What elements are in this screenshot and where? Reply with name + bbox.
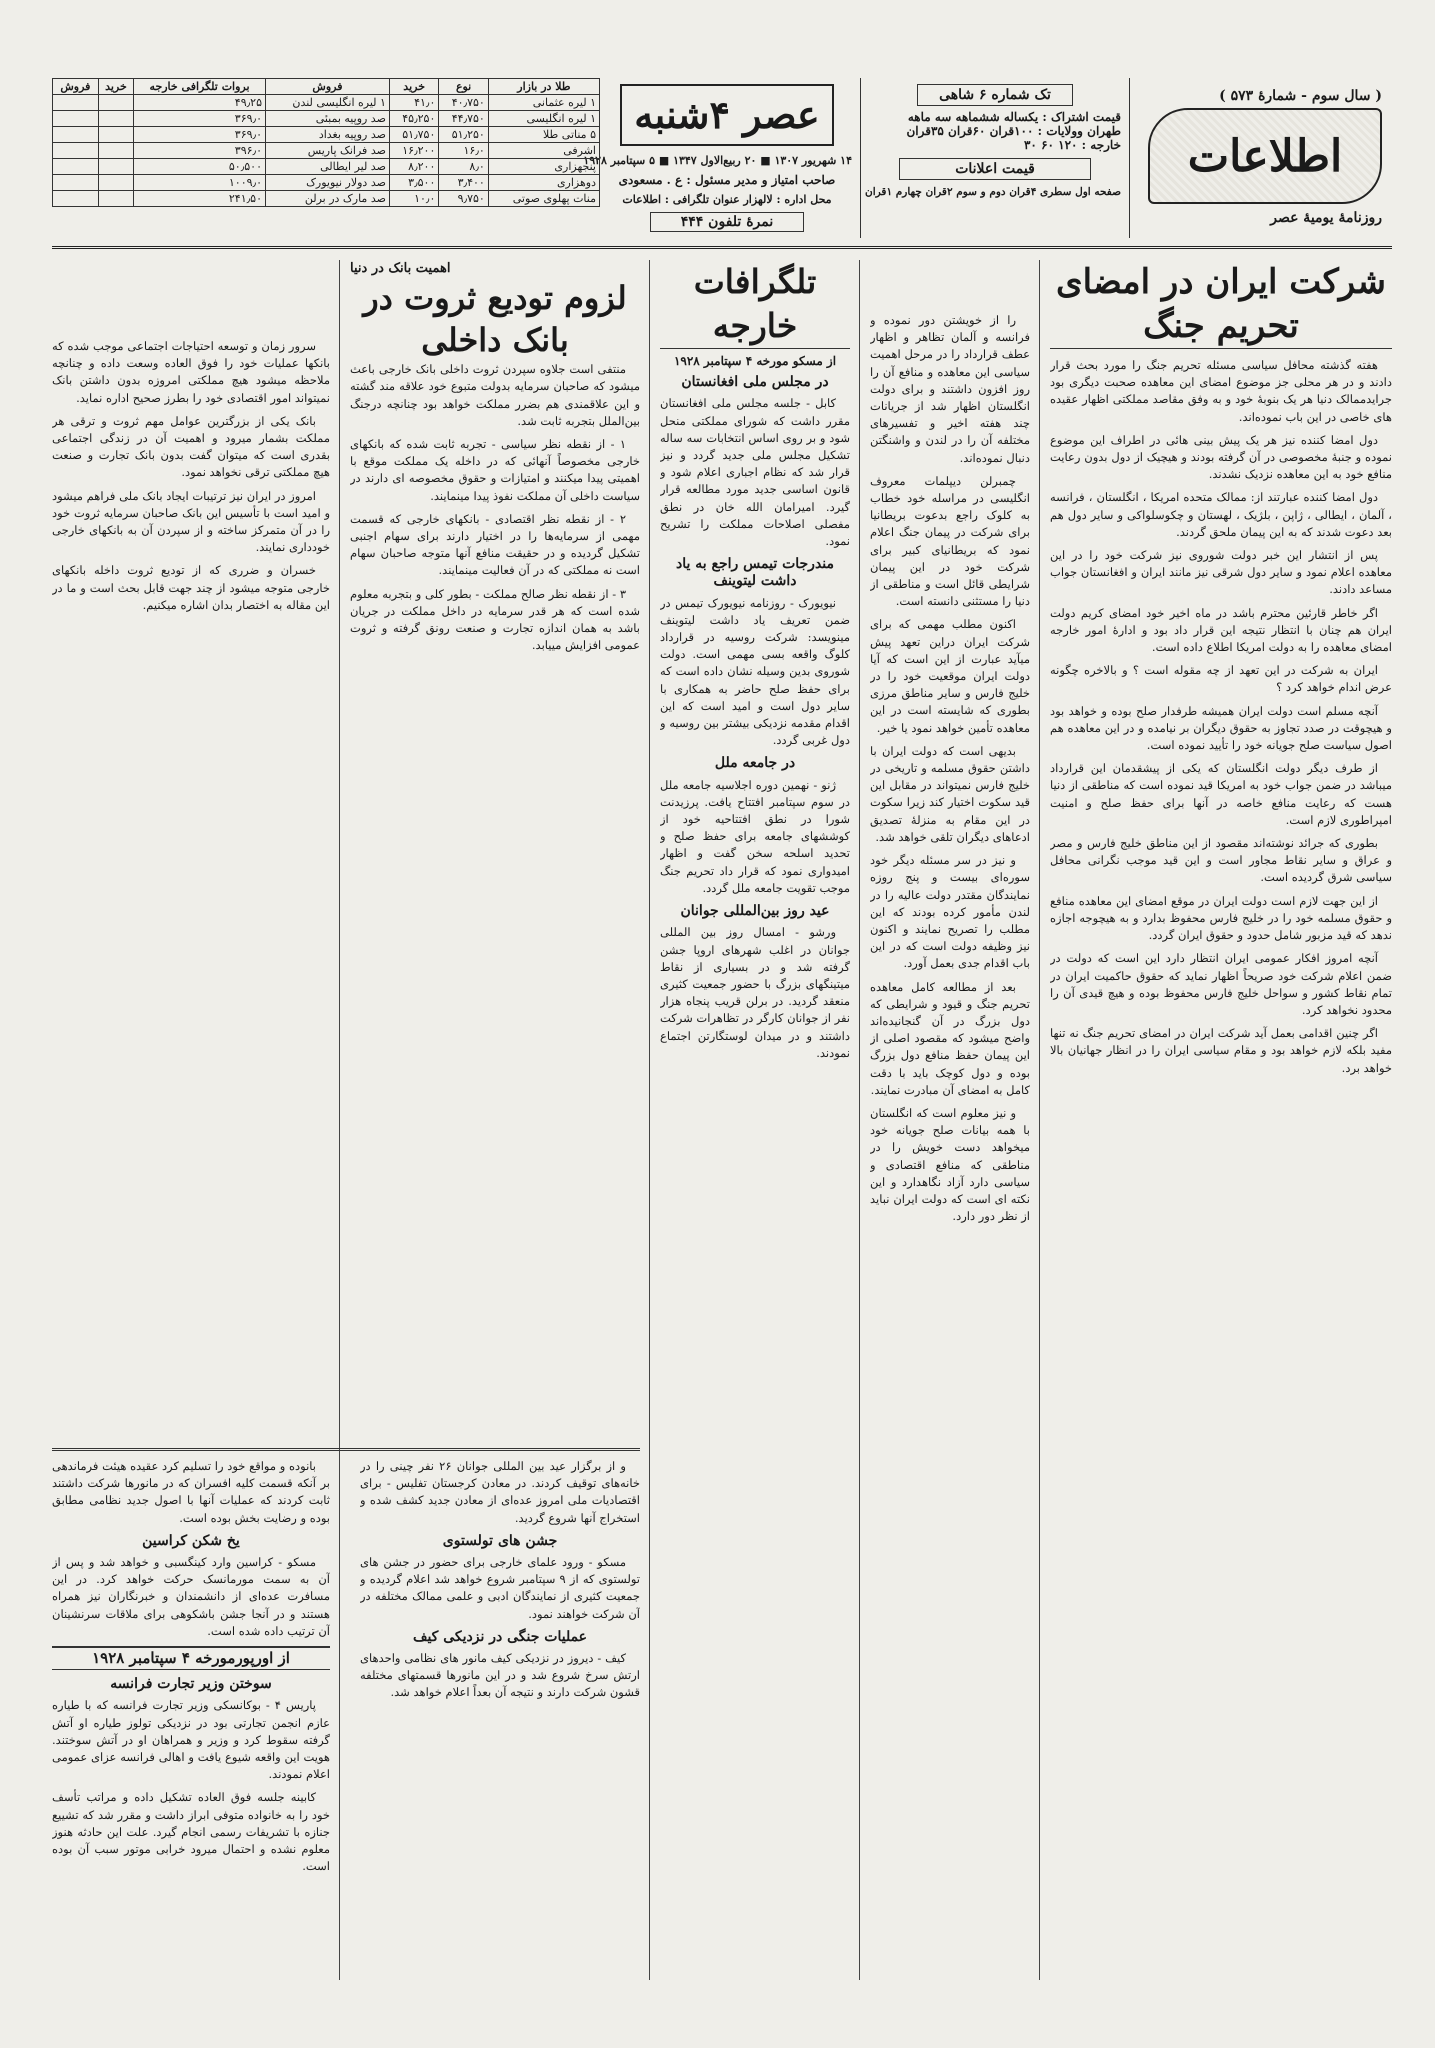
kicker-bank: اهمیت بانک در دنیا — [350, 261, 451, 276]
rates-cell-empty — [98, 127, 133, 143]
rates-cell: ۳٫۵۰۰ — [389, 175, 438, 191]
rates-header: بروات تلگرافی خارجه — [134, 79, 266, 95]
paragraph: هفته گذشته محافل سیاسی مسئله تحریم جنگ را مورد بحث قرار دادند و در هر محلی جز موضوع امضای این معاهده صحبت دیگری بود جرایدممالک دنیا هر یک بنوبهٔ خود و به وفق مقاصد مملکتی اظهار عقیده های خاصی در این باب نموده‌اند. — [1050, 358, 1392, 424]
paragraph: آنچه مسلم است دولت ایران همیشه طرفدار صلح بوده و خواهد بود و هیچوقت در صدد تجاوز به حقوق دیگران بر نیامده و در این معاهده هم اصول سیاست صلح جویانه خود را تأیید نموده است. — [1050, 703, 1392, 753]
rates-header: خرید — [98, 79, 133, 95]
single-copy-price: تک شماره ۶ شاهی — [917, 84, 1073, 106]
newspaper-logo: اطلاعات — [1148, 108, 1382, 204]
rates-table — [52, 78, 600, 207]
rates-header: فروش — [53, 79, 99, 95]
paragraph: ورشو - امسال روز بین المللی جوانان در اغلب شهرهای اروپا جشن گرفته شد و در بسیاری از نقاط میتینگهای بزرگ با حضور جمعیت کثیری منعقد گردید. در برلن قریب پنجاه هزار نفر از جوانان کارگر در تظاهرات شرکت داشتند و در میدان لوستگارتن اجتماع نمودند. — [660, 925, 850, 1060]
article-body — [350, 361, 640, 654]
rates-cell: ۴۰٫۷۵۰ — [439, 95, 488, 111]
rates-row — [53, 111, 600, 127]
rates-row — [53, 143, 600, 159]
subscription-abroad: خارجه : ۱۲۰ ۶۰ ۳۰ — [1023, 138, 1121, 152]
paragraph: و از برگزار عید بین المللی جوانان ۲۶ نفر چینی را در خانه‌های توقیف کردند. در معادن کرجستان تفلیس - برای اقتصادیات ملی امروز عده‌ای از معادن جدید کشف شده و استخراج آنها شروع گردید. — [360, 1459, 640, 1525]
newspaper-page — [52, 78, 1392, 1988]
rates-row — [53, 95, 600, 111]
exchange-rates — [52, 78, 600, 238]
rates-cell: ۵۱٫۷۵۰ — [389, 127, 438, 143]
rates-header: نوع — [439, 79, 488, 95]
rates-cell: ۵۰٫۵۰۰ — [134, 159, 266, 175]
rates-cell: ۳٫۴۰۰ — [439, 175, 488, 191]
paragraph: ۲ - از نقطه نظر اقتصادی - بانکهای خارجی که قسمت مهمی از سرمایه‌ها را در اختیار دارند برای سهام اجنبی تشکیل گردیده و در حقیقت منافع آنها متوجه صاحبان سهام است نه مملکتی که در آن فعالیت مینمایند. — [350, 511, 640, 578]
paragraph: کیف - دیروز در نزدیکی کیف مانور های نظامی واحدهای ارتش سرخ شروع شد و در این مانورها قسمتهای مختلفه قشون شرکت دارند و نتیجه آن بعداً اعلام خواهد شد. — [360, 1651, 640, 1700]
paragraph: اگر خاطر قارئین محترم باشد در ماه اخیر خود امضای کریم دولت ایران هم چنان با انتظار نتیجه این قرار داد بود و ادارهٔ امور خارجه امضای معاهده را به دولت امریکا اطلاع داده است. — [1050, 605, 1392, 655]
column-rule — [1039, 260, 1040, 1980]
edition-label: ( سال سوم - شمارهٔ ۵۷۳ ) — [1219, 88, 1382, 104]
paragraph: ایران به شرکت در این تعهد از چه مقوله است ؟ و بالاخره چگونه عرض اندام خواهد کرد ؟ — [1050, 663, 1392, 695]
rates-cell-empty — [53, 159, 99, 175]
rates-row — [53, 159, 600, 175]
article-iran-war-ban — [1050, 260, 1392, 1980]
rates-cell: ۱۶٫۰ — [439, 143, 488, 159]
article-news-briefs — [360, 1458, 640, 1978]
rates-cell: ۴۵٫۲۵۰ — [389, 111, 438, 127]
rates-cell-empty — [98, 159, 133, 175]
rates-cell-empty — [98, 191, 133, 207]
paragraph: ۱ - از نقطه نظر سیاسی - تجربه ثابت شده که بانکهای خارجی مخصوصاً آنهائی که در داخله یک مملکت موقع با اهمیتی پیدا میکنند و امتیازات و حقوق مخصوصه ای دارند در سیاست داخلی آن مملکت نفوذ پیدا مینمایند. — [350, 437, 640, 503]
phone-line: نمرهٔ تلفون ۴۴۴ — [650, 212, 804, 232]
headline-foreign-telegrams: تلگرافات خارجه — [660, 260, 850, 349]
rates-body — [53, 95, 600, 207]
rates-cell: ۳۶۹٫۰ — [134, 127, 266, 143]
rates-cell: ۱ لیره انگلیسی — [488, 111, 599, 127]
owner-line: صاحب امتیاز و مدیر مسئول : ع . مسعودی — [618, 173, 836, 187]
paragraph: و نیز در سر مسئله دیگر خود سوره‌ای بیست و پنج روزه نمایندگان مقتدر دولت عالیه را در لندن مأمور کرده بودند که این مطلب را تصریح نمایند و اکنون نیز وظیفه دولت است که در این باب اقدام جدی بعمل آورد. — [870, 853, 1030, 971]
rates-cell: صد دولار نیویورک — [266, 175, 390, 191]
rates-cell-empty — [53, 127, 99, 143]
rates-cell: ۱۰٫۰ — [389, 191, 438, 207]
subhead: مندرجات تیمس راجع به یاد داشت لیتوینف — [675, 556, 835, 590]
subhead: در مجلس ملی افغانستان — [681, 374, 829, 391]
paragraph: کابل - جلسه مجلس ملی افغانستان مقرر داشت که شورای مملکتی منحل شود و بر روی اساس انتخابات سه ساله تشکیل مجلس ملی جدید گردد و نیز قرار شد که نظام اجباری اعلام شود و قانون اساسی جدید مورد مطالعه قرار گیرد. امیرامان الله خان در نطق مفصلی اصلاحات مملکت را تشریح نمود. — [660, 396, 850, 549]
rates-cell-empty — [53, 111, 99, 127]
tagline: روزنامهٔ یومیهٔ عصر — [1270, 210, 1382, 226]
rates-row — [53, 175, 600, 191]
paragraph: را از خویشتن دور نموده و فرانسه و آلمان تظاهر و اظهار عطف قرارداد را در مرحل اهمیت سیاسی این معاهده و منافع آن را روز افزون داشتند و برای دولت انگلستان اظهار شد از جریانات چند هفته اخیر و تفسیرهای مختلفه آن را در لندن و واشنگتن دنبال نموده‌اند. — [870, 313, 1030, 465]
rates-cell-empty — [53, 175, 99, 191]
paragraph: ۳ - از نقطه نظر صالح مملکت - بطور کلی و بتجربه معلوم شده است که هر قدر سرمایه در داخل مملکت در جریان باشد به همان اندازه تجارت و صنعت رونق گرفته و ثروت عمومی افزایش مییابد. — [350, 586, 640, 653]
paragraph: پاریس ۴ - بوکانسکی وزیر تجارت فرانسه که با طیاره عازم انجمن تجارتی بود در نزدیکی تولوز طیاره او آتش گرفته سقوط کرد و وزیر و همراهان او در آتش سوختند. هویت این واقعه شیوع یافت و اهالی فرانسه عزای عمومی اعلام نمودند. — [52, 1698, 330, 1782]
paragraph: خسران و ضرری که از تودیع ثروت داخله بانکهای خارجی متوجه میشود از چند جهت قابل بحث است و ما در این مقاله به اختصار بدان اشاره میکنیم. — [52, 563, 330, 612]
rates-cell: ۴۹٫۲۵ — [134, 95, 266, 111]
subscription-heading: قیمت اشتراک : یکساله ششماهه سه ماهه — [907, 110, 1121, 124]
paragraph: مسکو - کراسین وارد کینگسبی و خواهد شد و پس از آن به سمت مورمانسک حرکت خواهد کرد. در این مسافرت عده‌ای از دانشمندان و خبرنگاران نیز همراه هستند و در آنجا جشن باشکوهی برای ملاقات سرنشینان آن ترتیب داده شده است. — [52, 1555, 330, 1638]
rates-cell: دوهزاری — [488, 175, 599, 191]
rates-cell: ۸٫۲۰۰ — [389, 159, 438, 175]
subhead: در جامعه ملل — [714, 755, 796, 772]
paragraph: امروز در ایران نیز ترتیبات ایجاد بانک ملی فراهم میشود و امید است با تأسیس این بانک صاحبان سرمایه ثروت خود را در آن متمرکز ساخته و از سپردن آن به بانکهای خارجی خودداری نمایند. — [52, 488, 330, 555]
rates-cell-empty — [53, 143, 99, 159]
subscription-tehran: طهران وولایات : ۱۰۰قران ۶۰قران ۳۵قران — [906, 124, 1121, 138]
paragraph: کابینه جلسه فوق العاده تشکیل داده و مراتب تأسف خود را به خانواده متوفی ابراز داشت و مقرر شد که تشییع جنازه با تشریفات رسمی انجام گیرد. علت این حادثه هنوز معلوم نشده و احتمال میرود خرابی موتور سبب آن بوده است. — [52, 1790, 330, 1874]
rates-header: فروش — [266, 79, 390, 95]
paragraph: بانوده و مواقع خود را تسلیم کرد عقیده هیئت فرماندهی بر آنکه قسمت کلیه افسران که در مانورها شرکت داشتند ثابت کردند که عملیات آنها با اصول جدید نظامی مطابق بوده و رضایت بخش بوده است. — [52, 1459, 330, 1525]
subhead: جشن های تولستوی — [442, 1532, 558, 1549]
article-body — [52, 338, 330, 614]
paragraph: اکنون مطلب مهمی که برای شرکت ایران دراین تعهد پیش میآید عبارت از این است که آیا دولت ایران موقعیت خود را در خلیج فارس و سایر مناطق مرزی بطوری که شایسته است در این معاهده تأمین خواهد نمود یا خیر. — [870, 617, 1030, 735]
ads-heading: قیمت اعلانات — [899, 158, 1091, 180]
rates-cell: صد روپیه بغداد — [266, 127, 390, 143]
column-rule — [859, 260, 860, 1980]
subhead-dateline: از اورپورمورخه ۴ سپتامبر ۱۹۲۸ — [52, 1646, 330, 1670]
rates-cell: ۲۴۱٫۵۰ — [134, 191, 266, 207]
paragraph: از طرف دیگر دولت انگلستان که یکی از پیشقدمان این قرارداد میباشد در ضمن جواب خود به امریکا قید نموده است که مناطقی از دنیا هست که رعایت منافع خاصه در آنها برای حفظ صلح و امنیت امپراطوری لازم است. — [1050, 761, 1392, 827]
paragraph: از این جهت لازم است دولت ایران در موقع امضای این معاهده منافع و حقوق مسلمه خود را در خلیج فارس محفوظ بدارد و به هیچوجه اجازه ندهد که قید مزبور شامل حدود و حقوق ایران گردد. — [1050, 893, 1392, 943]
paragraph: ژنو - نهمین دوره اجلاسیه جامعه ملل در سوم سپتامبر افتتاح یافت. پرزیدنت شورا در نطق افتتاحیه خود از کوششهای جامعه برای حفظ صلح و تحدید اسلحه سخن گفت و اظهار امیدواری نمود که قرار داد تحریم جنگ موجب تقویت جامعه ملل گردد. — [660, 777, 850, 895]
rates-cell: ۳۹۶٫۰ — [134, 143, 266, 159]
rates-cell: ۱۶٫۲۰۰ — [389, 143, 438, 159]
rates-cell: ۱ لیره عثمانی — [488, 95, 599, 111]
office-line: محل اداره : لالهزار عنوان تلگرافی : اطلاعات — [622, 193, 832, 206]
rates-cell: پنجهزاری — [488, 159, 599, 175]
article-body — [870, 312, 1030, 1225]
paragraph: چمبرلن دیپلمات معروف انگلیسی در مراسله خود خطاب به کلوک راجع بدعوت بریطانیا برای شرکت در پیمان جنگ اعلام نمود که بریطانیای کبیر برای شرکت خود در این پیمان شرایطی قائل است و مناطقی از دنیا را مستثنی دانسته است. — [870, 473, 1030, 609]
paragraph: منتفی است جلاوه سپردن ثروت داخلی بانک خارجی باعث میشود که صاحبان سرمایه بدولت متبوع خود علاقه مند گشته و این علاقمندی هم بضرر مملکت خواهد بود چنانچه درجنگ بین‌الملل بتجربه ثابت شد. — [350, 362, 640, 428]
paragraph: نیویورک - روزنامه نیویورک تیمس در ضمن تعریف یاد داشت لیتوینف مینویسد: شرکت روسیه در قرارداد کلوگ واقعه بسی مهمی است. دولت شوروی بدین وسیله نشان داده است که برای حفظ صلح حاضر به همکاری با سایر دول است و امید است که این اقدام مقدمه نزدیکی بیشتر بین روسیه و دول غربی گردد. — [660, 595, 850, 748]
article-foreign-telegrams — [660, 260, 850, 1980]
column-rule — [339, 260, 340, 1980]
rates-cell: ۴۴٫۷۵۰ — [439, 111, 488, 127]
headline-bank-deposits: لزوم تودیع ثروت در بانک داخلی — [363, 279, 627, 360]
paragraph: مسکو - ورود علمای خارجی برای حضور در جشن های تولستوی که از ۹ سپتامبر شروع خواهد شد اعلام گردیده و جمعیت کثیری از نمایندگان ادبی و علمی ممالک مختلفه در آن شرکت خواهند نمود. — [360, 1555, 640, 1621]
paragraph: اگر چنین اقدامی بعمل آید شرکت ایران در امضای تحریم جنگ نه تنها مفید بلکه لازم خواهد بود و مقام سیاسی ایران را در انظار جهانیان بالا خواهد برد. — [1050, 1026, 1392, 1075]
rates-cell-empty — [53, 191, 99, 207]
rates-cell-empty — [98, 95, 133, 111]
rates-header: طلا در بازار — [488, 79, 599, 95]
rates-cell: صد لیر ایطالی — [266, 159, 390, 175]
masthead — [52, 78, 1392, 249]
rates-cell: صد مارک در برلن — [266, 191, 390, 207]
rates-cell: ۵ مناتی طلا — [488, 127, 599, 143]
rates-cell: ۵۱٫۲۵۰ — [439, 127, 488, 143]
paragraph: بعد از مطالعه کامل معاهده تحریم جنگ و قیود و شرایطی که دول بزرگ در آن گنجانیده‌اند واضح میشود که مقصود اصلی از این پیمان حفظ منافع دول بزرگ بوده و دول کوچک باید با دقت کامل به امضای آن مبادرت نمایند. — [870, 979, 1030, 1097]
rates-cell-empty — [98, 175, 133, 191]
subhead: یخ شکن کراسین — [142, 1532, 240, 1549]
subhead: عید روز بین‌المللی جوانان — [680, 903, 830, 920]
headline-iran-war-ban: شرکت ایران در امضای تحریم جنگ — [1050, 260, 1392, 349]
rates-cell: ۹٫۷۵۰ — [439, 191, 488, 207]
paragraph: بدیهی است که دولت ایران با داشتن حقوق مسلمه و تاریخی در خلیج فارس نمیتواند در مقابل این قید سکوت اختیار کند زیرا سکوت در این مقام به منزلهٔ تصدیق ادعاهای دیگران تلقی خواهد شد. — [870, 743, 1030, 844]
paragraph: پس از انتشار این خبر دولت شوروی نیز شرکت خود را در این معاهده اعلام نمود و سایر دول شرقی نیز مانند ایران و افغانستان جواب مساعد دادند. — [1050, 548, 1392, 597]
section-divider — [52, 1448, 640, 1451]
article-bank-deposits — [350, 260, 640, 1440]
rates-cell: ۸٫۰ — [439, 159, 488, 175]
subhead: عملیات جنگی در نزدیکی کیف — [412, 1628, 588, 1645]
paragraph: آنچه امروز افکار عمومی ایران انتظار دارد این است که دولت در ضمن اعلام شرکت خود صریحاً اظهار نماید که حقوق حاکمیت ایران در تمام نقاط کشور و سواحل خلیج فارس محفوظ بوده و هیچ قیدی آن را محدود نخواهد کرد. — [1050, 951, 1392, 1017]
logo-block — [1142, 78, 1392, 238]
paragraph: و نیز معلوم است که انگلستان با همه بیانات صلح جویانه خود میخواهد دست خویش را در مناطقی که منافع اقتصادی و سیاسی دارد آزاد نگاهدارد و این نکته ای است که دولت ایران نباید از نظر دور دارد. — [870, 1105, 1030, 1224]
rates-cell-empty — [53, 95, 99, 111]
rates-cell: ۴۱٫۰ — [389, 95, 438, 111]
rates-cell: ۱۰۰۹٫۰ — [134, 175, 266, 191]
paragraph: بانک یکی از بزرگترین عوامل مهم ثروت و ترقی هر مملکت بشمار میرود و اهمیت آن در زندگی اجتماعی بقدری است که میتوان گفت بدون بانک تجارت و صنعت هیچ مملکتی ترقی نخواهد نمود. — [52, 413, 330, 480]
rates-cell: صد فرانک پاریس — [266, 143, 390, 159]
article-iran-war-ban-cont — [870, 260, 1030, 1980]
paragraph: دول امضا کننده عبارتند از: ممالک متحده امریکا ، انگلستان ، فرانسه ، آلمان ، ایطالی ، ژاپن ، بلژیک ، لهستان و چکوسلواکی و سایر دول هم بعد دعوت شدند که به این پیمان ملحق گردند. — [1050, 490, 1392, 539]
article-bank-deposits-cont — [52, 338, 330, 1518]
paper-title: عصر ۴شنبه — [620, 84, 834, 146]
article-body — [1050, 357, 1392, 1077]
rates-header-row — [53, 79, 600, 95]
title-block — [583, 78, 852, 238]
column-rule — [649, 260, 650, 1980]
ads-rates: صفحه اول سطری ۴قران دوم و سوم ۲قران چهارم ۱قران — [865, 186, 1121, 198]
rates-cell-empty — [98, 143, 133, 159]
rates-cell: اشرفی — [488, 143, 599, 159]
paragraph: سرور زمان و توسعه احتیاجات اجتماعی موجب شده که بانکها عملیات خود را فوق العاده وسعت داده و چنانچه ملاحظه میشود هیچ مملکتی امروزه بدون داشتن بانک نمیتواند امور اقتصادی خود را بطرز صحیح اداره نماید. — [52, 339, 330, 405]
rates-cell: ۳۶۹٫۰ — [134, 111, 266, 127]
dateline: از مسکو مورخه ۴ سپتامبر ۱۹۲۸ — [673, 354, 837, 368]
rates-row — [53, 127, 600, 143]
date-line: ۱۴ شهریور ۱۳۰۷ ■ ۲۰ ربیع‌الاول ۱۳۴۷ ■ ۵ سپتامبر ۱۹۲۸ — [583, 154, 852, 167]
article-krassin-france — [52, 1458, 330, 1978]
rates-cell: صد روپیه بمبئی — [266, 111, 390, 127]
paragraph: بطوری که جرائد نوشته‌اند مقصود از این مناطق خلیج فارس و مصر و عراق و سایر نقاط مجاور است و این قید موجب نگرانی محافل سیاسی شرق گردیده است. — [1050, 836, 1392, 885]
subhead: سوختن وزیر تجارت فرانسه — [110, 1676, 272, 1693]
rates-cell: منات پهلوی صوتی — [488, 191, 599, 207]
subscription-block — [860, 78, 1130, 238]
rates-cell: ۱ لیره انگلیسی لندن — [266, 95, 390, 111]
paragraph: دول امضا کننده نیز هر یک پیش بینی هائی در اطراف این موضوع نموده و جنبهٔ مخصوصی در آن گرفته بودند و هیچیک از دول بدون رعایت منافع خود به این معاهده نزدیک نشدند. — [1050, 432, 1392, 482]
rates-header: خرید — [389, 79, 438, 95]
rates-cell-empty — [98, 111, 133, 127]
rates-row — [53, 191, 600, 207]
